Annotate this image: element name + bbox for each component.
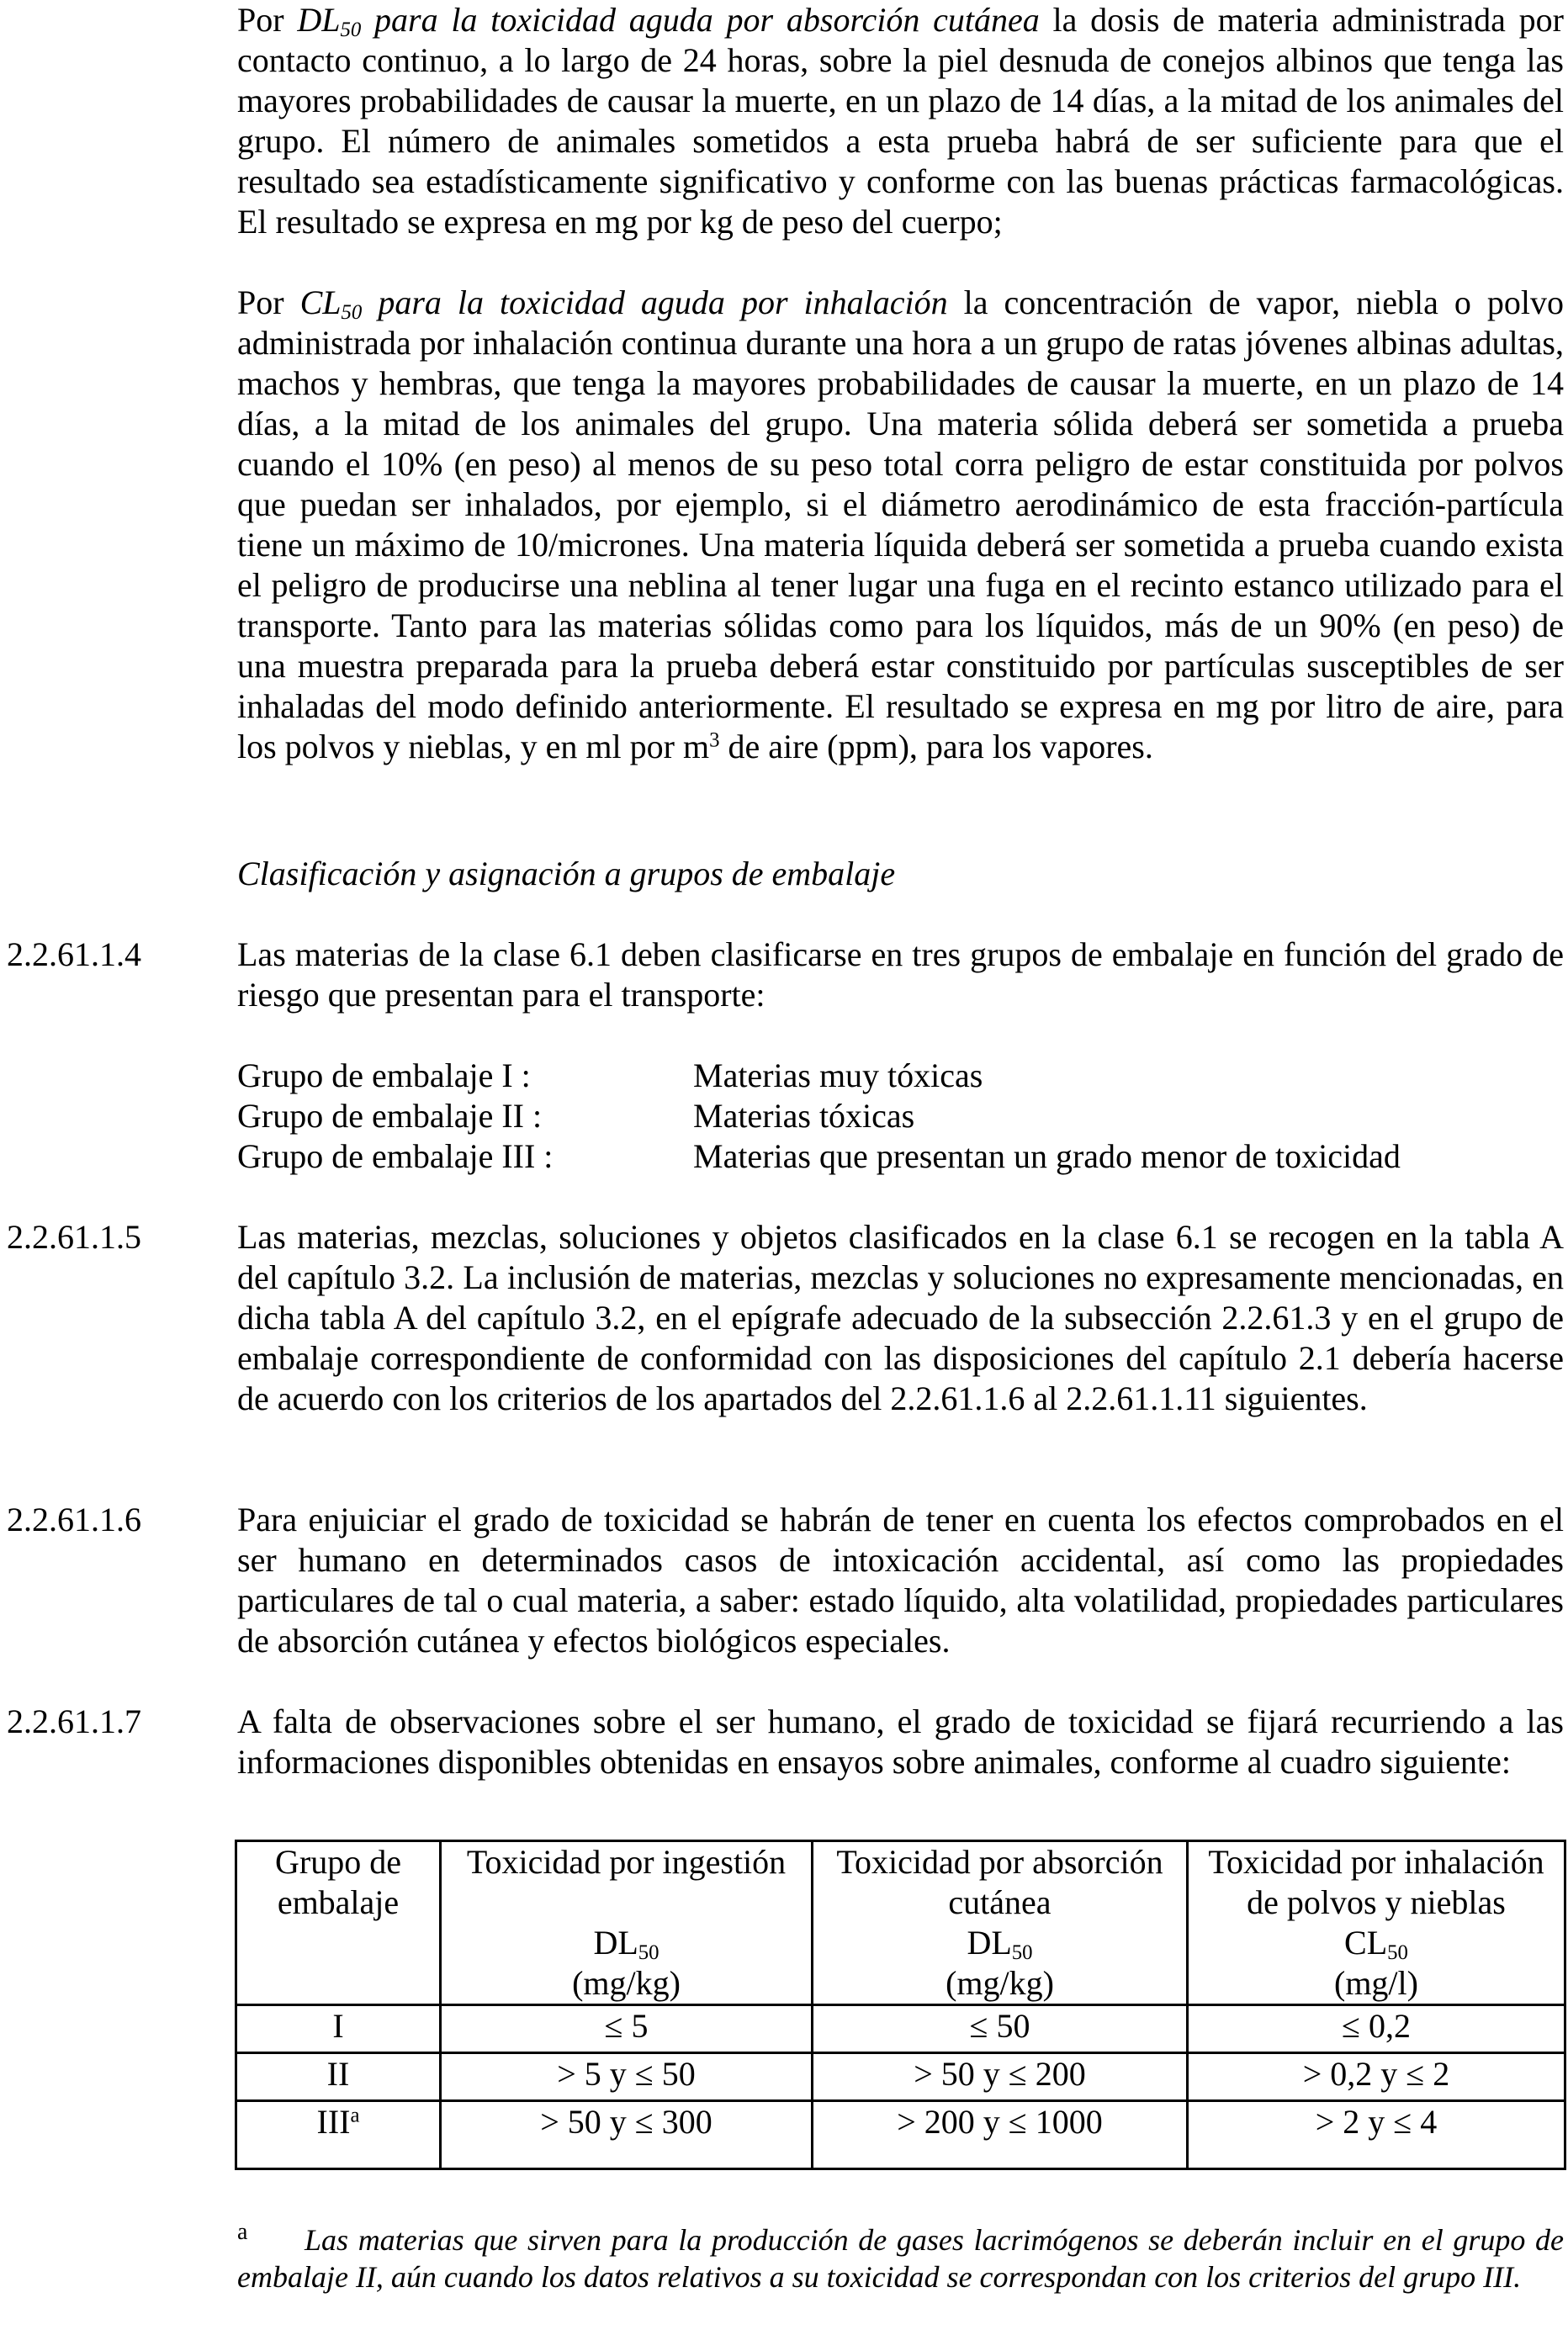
cell-inhalation: > 2 y ≤ 4 [1188,2101,1565,2169]
cell-group: III$^a$ [236,2101,441,2169]
footnote-ref: a [350,2104,360,2127]
table-row [236,2005,1565,2053]
table-row [236,2053,1565,2101]
packing-group-row: Grupo de embalaje II : Materias tóxicas [237,1097,915,1135]
header-dermal: Toxicidad por absorción cutánea $DL_{50}$ (mg/kg) [813,1841,1188,2005]
section-subheading: Clasificación y asignación a grupos de embalaje [237,855,896,892]
cell-ingestion: > 50 y ≤ 300 [441,2101,813,2169]
header-packing-group: Grupo de embalaje [236,1841,441,2005]
table-header-row [236,1841,1565,2005]
cell-inhalation: ≤ 0,2 [1188,2005,1565,2053]
packing-group-row: Grupo de embalaje I : Materias muy tóxicas [237,1056,983,1094]
footnote-text: Las materias que sirven para la producción de gases lacrimógenos se deberán incluir en el grupo de embalaje II, aún cuando los datos relativos a su toxicidad se correspondan con los criterios del grupo III. [237,2223,1564,2294]
cell-group: II [236,2053,441,2101]
section-number-2-2-61-1-4: 2.2.61.1.4 [7,935,141,973]
section-number-2-2-61-1-7: 2.2.61.1.7 [7,1702,141,1740]
toxicity-table [235,1840,1566,2170]
cell-ingestion: > 5 y ≤ 50 [441,2053,813,2101]
cell-inhalation: > 0,2 y ≤ 2 [1188,2053,1565,2101]
section-number-2-2-61-1-6: 2.2.61.1.6 [7,1501,141,1538]
definition-cl50-inhalation: Por $CL_{50}$ para la toxicidad aguda por inhalación la concentración de vapor, niebla o polvo administrada por inhalación continua durante una hora a un grupo de ratas jóvenes albinas adultas, machos y hembras, que tenga la mayores probabilidades de causar la muerte, en un plazo de 14 días, a la mitad de los animales del grupo. Una materia sólida deberá ser sometida a prueba cuando el 10% (en peso) al menos de su peso total corra peligro de estar constituida por polvos que puedan ser inhalados, por ejemplo, si el diámetro aerodinámico de esta fracción-partícula tiene un máximo de 10/micrones. Una materia líquida deberá ser sometida a prueba cuando exista el peligro de producirse una neblina al tener lugar una fuga en el recinto estanco utilizado para el transporte. Tanto para las materias sólidas como para los líquidos, más de un 90% (en peso) de una muestra preparada para la prueba deberá estar constituido por partículas susceptibles de ser inhaladas del modo definido anteriormente. El resultado se expresa en mg por litro de aire, para los polvos y nieblas, y en ml por $m^3$ de aire (ppm), para los vapores. [237,283,1564,765]
table-row [236,2101,1565,2169]
packing-group-row: Grupo de embalaje III : Materias que presentan un grado menor de toxicidad [237,1137,1401,1175]
header-inhalation: Toxicidad por inhalación de polvos y nieblas $CL_{50}$ (mg/l) [1188,1841,1565,2005]
section-text-2-2-61-1-5: Las materias, mezclas, soluciones y objetos clasificados en la clase 6.1 se recogen en la tabla A del capítulo 3.2. La inclusión de materias, mezclas y soluciones no expresamente mencionadas, en dicha tabla A del capítulo 3.2, en el epígrafe adecuado de la subsección 2.2.61.3 y en el grupo de embalaje correspondiente de conformidad con las disposiciones del capítulo 2.1 debería hacerse de acuerdo con los criterios de los apartados del 2.2.61.1.6 al 2.2.61.1.11 siguientes. [237,1218,1564,1417]
definition-dl50-dermal: Por $DL_{50}$ para la toxicidad aguda por absorción cutánea la dosis de materia administrada por contacto continuo, a lo largo de 24 horas, sobre la piel desnuda de conejos albinos que tenga las mayores probabilidades de causar la muerte, en un plazo de 14 días, a la mitad de los animales del grupo. El número de animales sometidos a esta prueba habrá de ser suficiente para que el resultado sea estadísticamente significativo y conforme con las buenas prácticas farmacológicas. El resultado se expresa en mg por kg de peso del cuerpo; [237,1,1564,241]
footnote-marker: a [237,2219,248,2245]
cell-dermal: > 50 y ≤ 200 [813,2053,1188,2101]
cell-dermal: ≤ 50 [813,2005,1188,2053]
section-text-2-2-61-1-6: Para enjuiciar el grado de toxicidad se habrán de tener en cuenta los efectos comprobados en el ser humano en determinados casos de intoxicación accidental, así como las propiedades particulares de tal o cual materia, a saber: estado líquido, alta volatilidad, propiedades particulares de absorción cutánea y efectos biológicos especiales. [237,1501,1564,1660]
header-ingestion: Toxicidad por ingestión $DL_{50}$ (mg/kg) [441,1841,813,2005]
section-text-2-2-61-1-7: A falta de observaciones sobre el ser humano, el grado de toxicidad se fijará recurriendo a las informaciones disponibles obtenidas en ensayos sobre animales, conforme al cuadro siguiente: [237,1702,1564,1781]
section-number-2-2-61-1-5: 2.2.61.1.5 [7,1218,141,1256]
cell-group: I [236,2005,441,2053]
cell-dermal: > 200 y ≤ 1000 [813,2101,1188,2169]
cell-ingestion: ≤ 5 [441,2005,813,2053]
section-text-2-2-61-1-4: Las materias de la clase 6.1 deben clasificarse en tres grupos de embalaje en función del grado de riesgo que presentan para el transporte: [237,935,1564,1014]
